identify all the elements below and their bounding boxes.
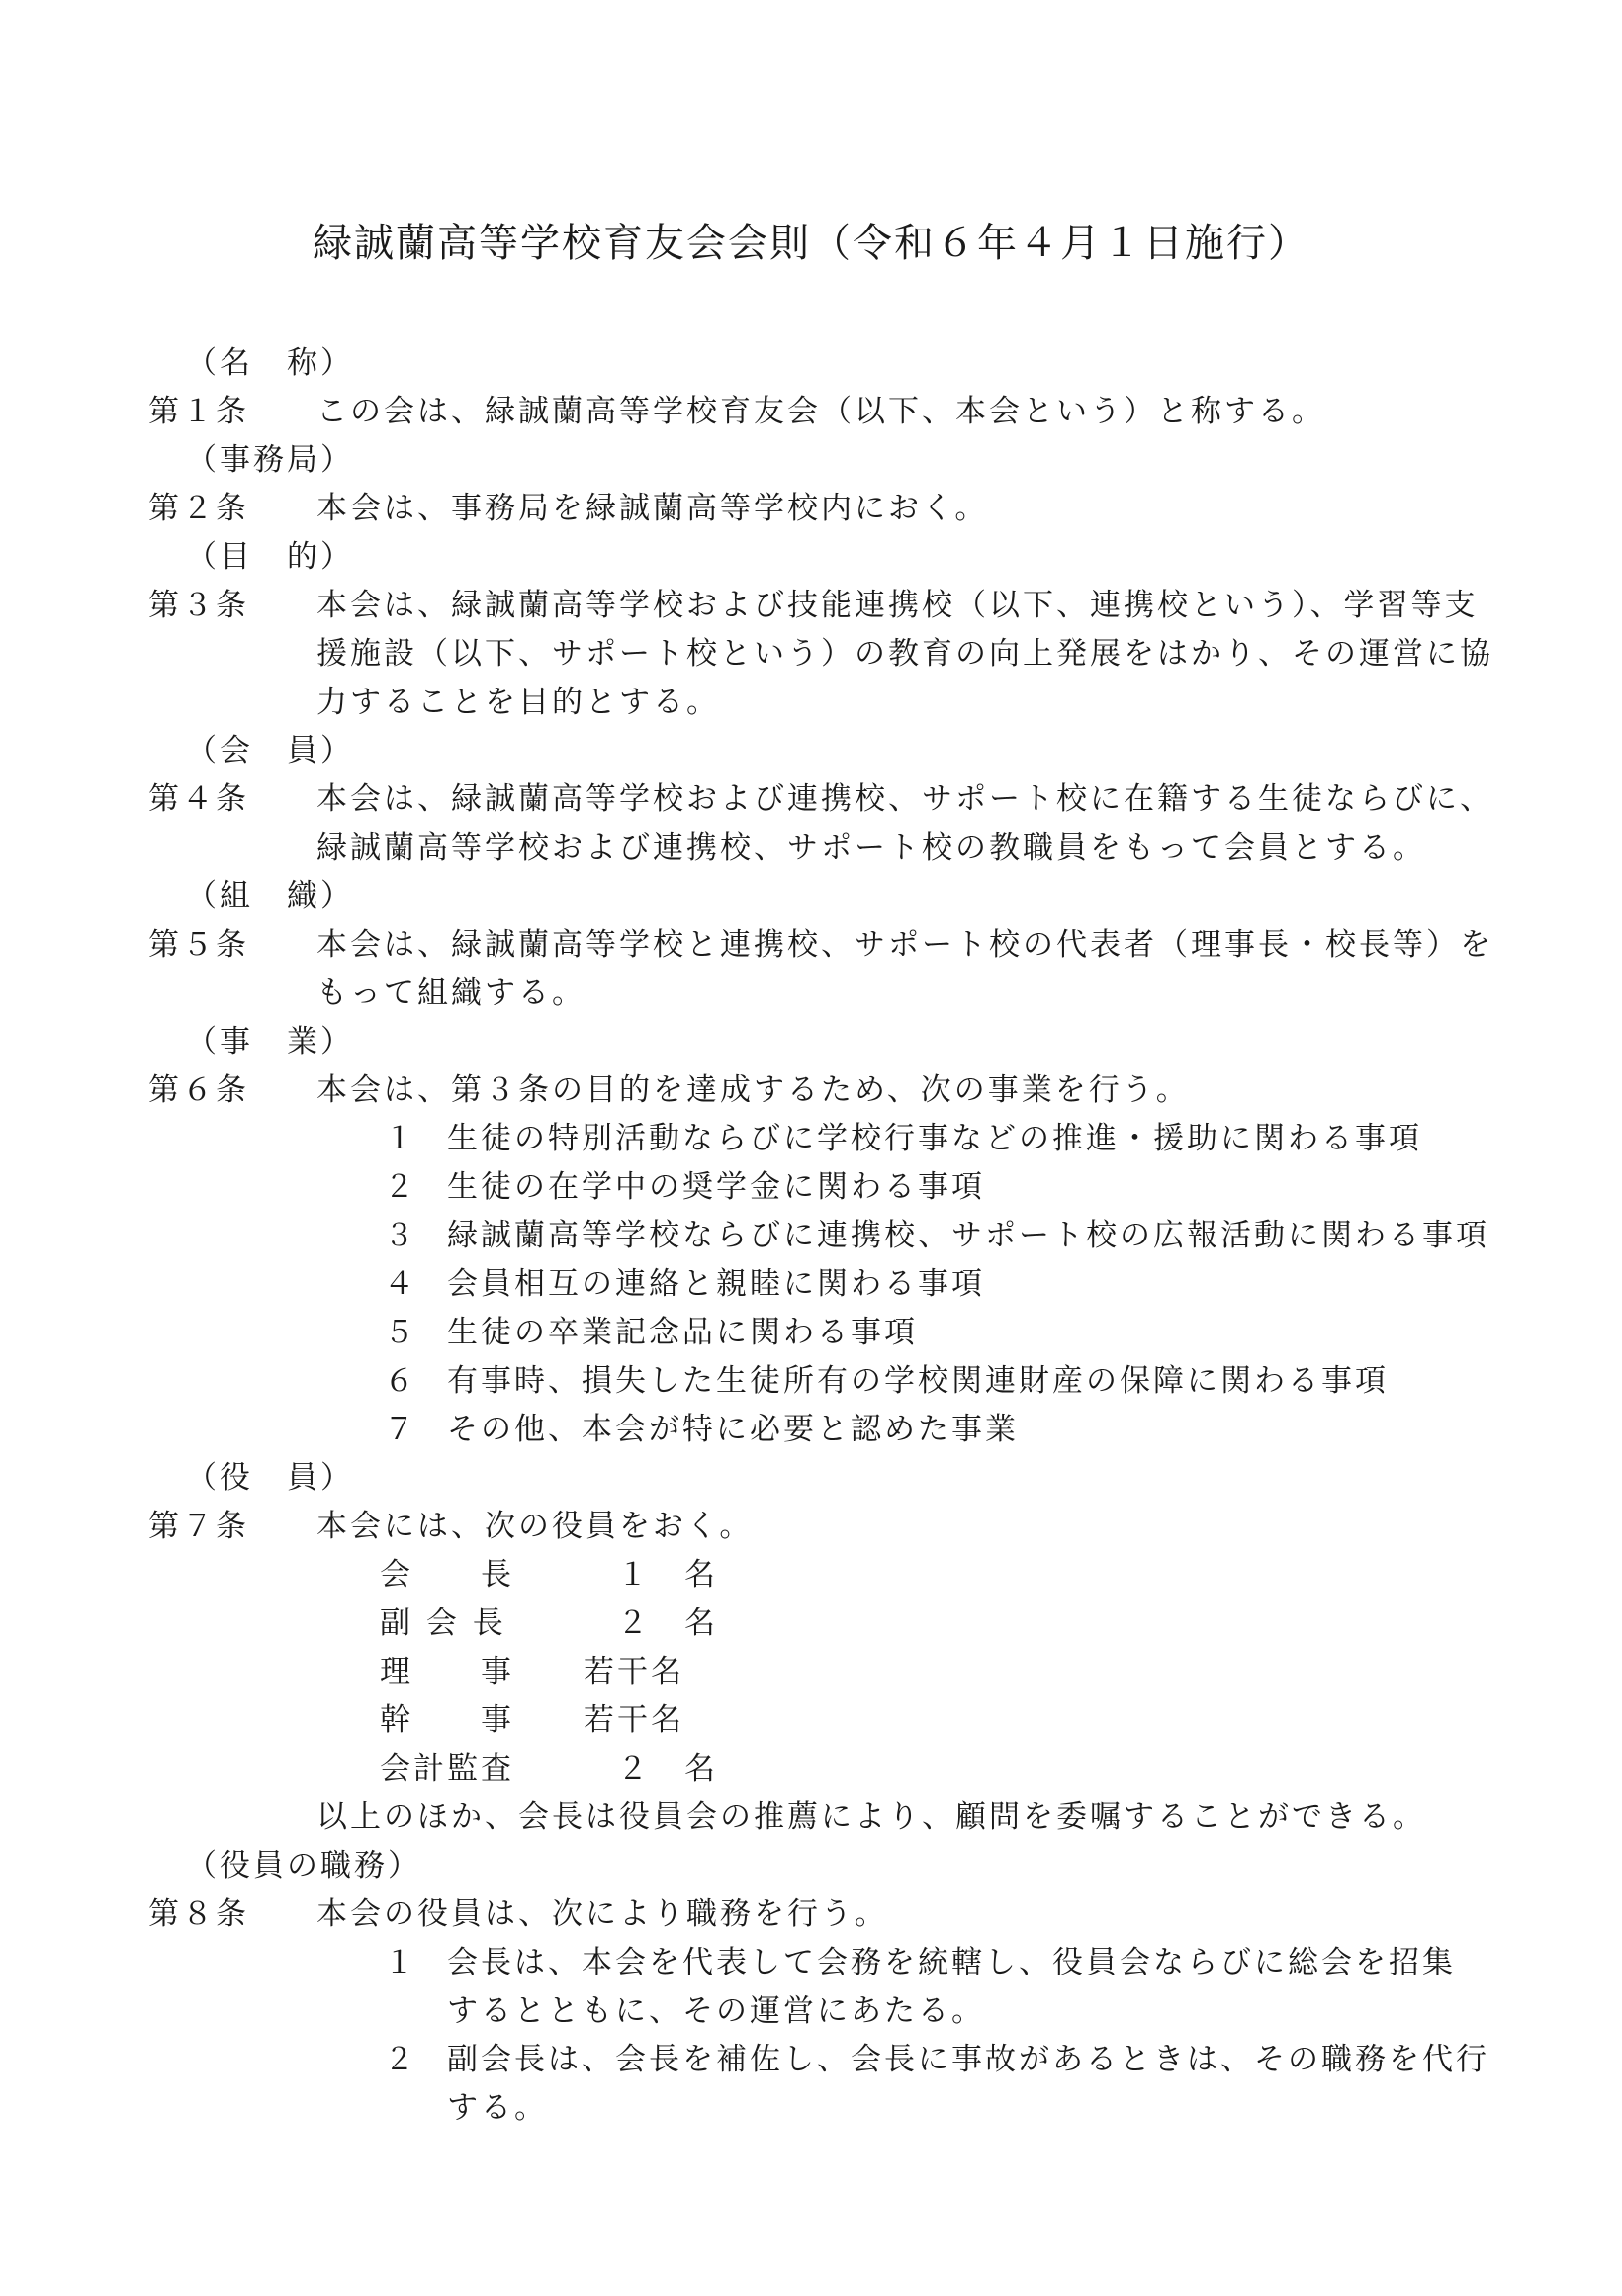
list-item-text: その他、本会が特に必要と認めた事業: [447, 1412, 1019, 1447]
officer-count: ２ 名: [584, 1606, 718, 1641]
list-item-number: ２: [384, 1169, 417, 1205]
officer-count: ２ 名: [584, 1751, 718, 1787]
officer-count: １ 名: [584, 1557, 718, 1593]
officer-count: 若干名: [584, 1702, 684, 1738]
list-item-text: 有事時、損失した生徒所有の学校関連財産の保障に関わる事項: [447, 1363, 1389, 1399]
list-item-text: 会長は、本会を代表して会務を統轄し、役員会ならびに総会を招集: [447, 1945, 1456, 1980]
article-1-label: 第１条: [148, 394, 249, 429]
list-item-text: 緑誠蘭高等学校ならびに連携校、サポート校の広報活動に関わる事項: [447, 1218, 1489, 1253]
article-6-text: 本会は、第３条の目的を達成するため、次の事業を行う。: [316, 1072, 1190, 1108]
article-7-note: 以上のほか、会長は役員会の推薦により、顧問を委嘱することができる。: [316, 1799, 1426, 1835]
list-item-number: ３: [384, 1218, 417, 1253]
article-1-heading: （名 称）: [186, 345, 354, 381]
article-7-label: 第７条: [148, 1509, 249, 1544]
list-item-text: 生徒の特別活動ならびに学校行事などの推進・援助に関わる事項: [447, 1121, 1422, 1156]
list-item-number: ５: [384, 1315, 417, 1350]
article-3-text-line: 本会は、緑誠蘭高等学校および技能連携校（以下、連携校という）、学習等支: [316, 588, 1479, 623]
article-8-text: 本会の役員は、次により職務を行う。: [316, 1896, 888, 1932]
article-3-heading: （目 的）: [186, 539, 354, 575]
article-3-text-line: 力することを目的とする。: [316, 685, 720, 720]
article-2-text: 本会は、事務局を緑誠蘭高等学校内におく。: [316, 491, 989, 526]
article-7-heading: （役 員）: [186, 1460, 354, 1496]
article-4-text-line: 本会は、緑誠蘭高等学校および連携校、サポート校に在籍する生徒ならびに、: [316, 781, 1493, 817]
document-title: 緑誠蘭高等学校育友会会則（令和６年４月１日施行）: [313, 221, 1309, 266]
article-3-label: 第３条: [148, 588, 249, 623]
list-item-text: 会員相互の連絡と親睦に関わる事項: [447, 1266, 985, 1302]
list-item-text: 副会長は、会長を補佐し、会長に事故があるときは、その職務を代行: [447, 2042, 1489, 2077]
article-3-text-line: 援施設（以下、サポート校という）の教育の向上発展をはかり、その運営に協: [316, 636, 1493, 672]
list-item-number: ７: [384, 1412, 417, 1447]
article-5-text-line: 本会は、緑誠蘭高等学校と連携校、サポート校の代表者（理事長・校長等）を: [316, 927, 1493, 963]
article-4-heading: （会 員）: [186, 733, 354, 769]
article-4-label: 第４条: [148, 781, 249, 817]
article-8-label: 第８条: [148, 1896, 249, 1932]
list-item-number: ２: [384, 2042, 417, 2077]
article-1-text: この会は、緑誠蘭高等学校育友会（以下、本会という）と称する。: [316, 394, 1325, 429]
officer-count: 若干名: [584, 1654, 684, 1690]
article-2-heading: （事務局）: [186, 442, 354, 478]
list-item-number: ４: [384, 1266, 417, 1302]
article-5-heading: （組 織）: [186, 878, 354, 914]
officer-title: 副 会 長: [380, 1606, 506, 1641]
article-5-label: 第５条: [148, 927, 249, 963]
officer-title: 会 長: [380, 1557, 514, 1593]
officer-title: 会計監査: [380, 1751, 514, 1787]
article-6-heading: （事 業）: [186, 1024, 354, 1059]
article-2-label: 第２条: [148, 491, 249, 526]
article-4-text-line: 緑誠蘭高等学校および連携校、サポート校の教職員をもって会員とする。: [316, 830, 1426, 866]
article-5-text-line: もって組織する。: [316, 975, 586, 1011]
list-item-number: ６: [384, 1363, 417, 1399]
list-item-text: 生徒の在学中の奨学金に関わる事項: [447, 1169, 985, 1205]
article-8-heading: （役員の職務）: [186, 1848, 421, 1883]
list-item-text: する。: [447, 2090, 548, 2126]
list-item-text: 生徒の卒業記念品に関わる事項: [447, 1315, 918, 1350]
officer-title: 幹 事: [380, 1702, 514, 1738]
article-6-label: 第６条: [148, 1072, 249, 1108]
article-7-text: 本会には、次の役員をおく。: [316, 1509, 754, 1544]
officer-title: 理 事: [380, 1654, 514, 1690]
list-item-number: １: [384, 1945, 417, 1980]
list-item-text: するとともに、その運営にあたる。: [447, 1993, 985, 2029]
list-item-number: １: [384, 1121, 417, 1156]
